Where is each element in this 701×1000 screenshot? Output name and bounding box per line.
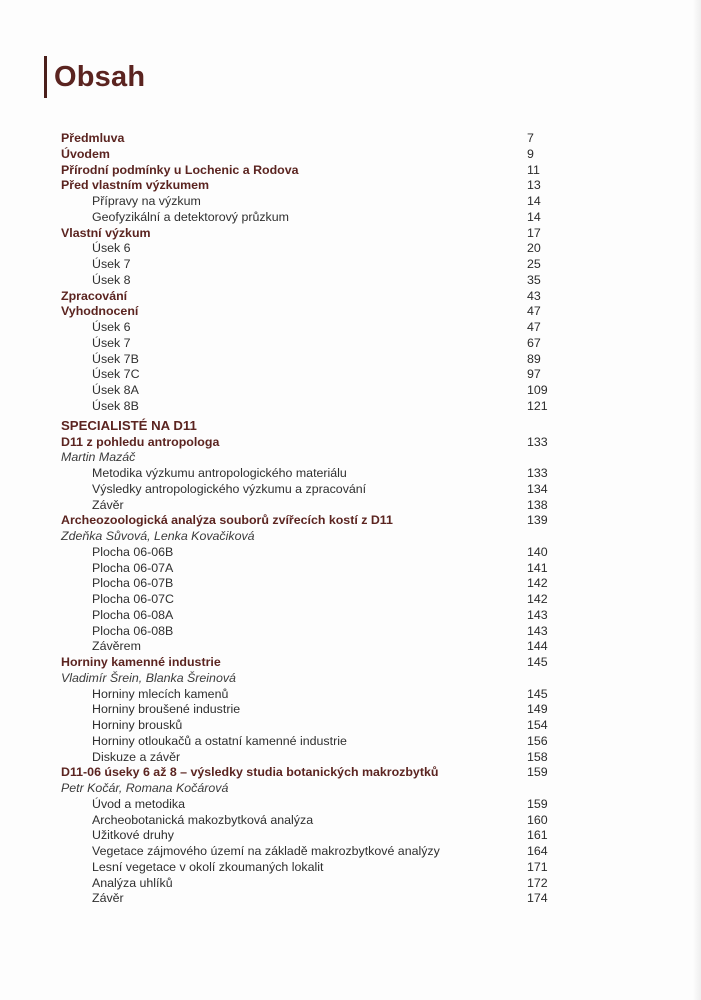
toc-subentry[interactable] bbox=[61, 241, 551, 257]
heading-accent-bar bbox=[44, 56, 47, 98]
toc-entry-page: 164 bbox=[527, 844, 548, 858]
toc-entry-title: Předmluva bbox=[61, 131, 125, 145]
toc-entry-title: Závěrem bbox=[92, 639, 141, 654]
toc-entry-page: 13 bbox=[527, 178, 541, 193]
toc-entry-page: 17 bbox=[527, 225, 541, 240]
toc-entry-title: Úsek 7B bbox=[92, 351, 139, 366]
toc-subentry[interactable] bbox=[61, 860, 551, 876]
toc-entry[interactable] bbox=[61, 178, 551, 194]
toc-entry[interactable] bbox=[61, 163, 551, 179]
toc-entry[interactable] bbox=[61, 289, 551, 305]
toc-subentry[interactable] bbox=[61, 194, 551, 210]
toc-entry-page: 133 bbox=[527, 466, 548, 480]
toc-subentry[interactable] bbox=[61, 639, 551, 655]
toc-subentry[interactable] bbox=[61, 210, 551, 226]
toc-subentry[interactable] bbox=[61, 576, 551, 592]
toc-entry-title: Závěr bbox=[92, 497, 124, 512]
toc-entry-title: D11-06 úseky 6 až 8 – výsledky studia botanických makrozbytků bbox=[61, 765, 439, 780]
toc-entry-page: 134 bbox=[527, 481, 548, 496]
toc-author-names: Martin Mazáč bbox=[61, 450, 136, 465]
toc-subentry[interactable] bbox=[61, 844, 551, 860]
toc-subentry[interactable] bbox=[61, 320, 551, 336]
toc-entry-page: 161 bbox=[527, 828, 548, 843]
toc-entry[interactable] bbox=[61, 226, 551, 242]
toc-entry-page: 144 bbox=[527, 639, 548, 654]
toc-entry-page: 174 bbox=[527, 891, 548, 906]
toc-author bbox=[61, 781, 551, 797]
toc-entry-title: Vlastní výzkum bbox=[61, 225, 151, 240]
toc-entry[interactable] bbox=[61, 131, 551, 147]
toc-subentry[interactable] bbox=[61, 466, 551, 482]
toc-entry-page: 9 bbox=[527, 146, 534, 161]
toc-entry-title: Metodika výzkumu antropologického materiálu bbox=[92, 466, 347, 480]
toc-entry-page: 14 bbox=[527, 209, 541, 224]
toc-entry-title: Vegetace zájmového území na základě makrozbytkové analýzy bbox=[92, 844, 440, 858]
toc-entry-page: 145 bbox=[527, 686, 548, 701]
toc-subentry[interactable] bbox=[61, 876, 551, 892]
toc-entry-title: Plocha 06-08B bbox=[92, 623, 174, 638]
toc-subentry[interactable] bbox=[61, 336, 551, 352]
toc-subentry[interactable] bbox=[61, 687, 551, 703]
toc-entry-page: 97 bbox=[527, 367, 541, 382]
toc-entry-title: Výsledky antropologického výzkumu a zpracování bbox=[92, 481, 367, 496]
toc-entry-page: 158 bbox=[527, 749, 548, 764]
toc-entry-page: 20 bbox=[527, 241, 541, 256]
toc-entry-title: Úsek 7C bbox=[92, 367, 140, 382]
toc-entry-page: 171 bbox=[527, 859, 548, 874]
toc-entry[interactable] bbox=[61, 147, 551, 163]
toc-entry-title: Analýza uhlíků bbox=[92, 875, 173, 890]
toc-entry-title: Plocha 06-07B bbox=[92, 576, 174, 591]
toc-author bbox=[61, 529, 551, 545]
toc-subentry[interactable] bbox=[61, 257, 551, 273]
toc-entry-title: Závěr bbox=[92, 891, 124, 906]
toc-entry-title: Úsek 6 bbox=[92, 241, 131, 256]
toc-entry-title: Archeozoologická analýza souborů zvířecích kostí z D11 bbox=[61, 513, 393, 528]
table-of-contents bbox=[61, 131, 551, 907]
toc-subentry[interactable] bbox=[61, 367, 551, 383]
toc-entry-title: Horniny mlecích kamenů bbox=[92, 686, 229, 701]
page-edge-shadow bbox=[693, 0, 701, 1000]
toc-entry-page: 142 bbox=[527, 576, 548, 591]
toc-entry-page: 43 bbox=[527, 288, 541, 303]
toc-entry-page: 11 bbox=[527, 162, 540, 177]
toc-entry-page: 7 bbox=[527, 131, 534, 145]
toc-entry-title: Archeobotanická makozbytková analýza bbox=[92, 812, 314, 827]
toc-entry-title: Před vlastním výzkumem bbox=[61, 178, 210, 193]
toc-subentry[interactable] bbox=[61, 352, 551, 368]
toc-entry-page: 141 bbox=[527, 560, 548, 575]
toc-entry-page: 145 bbox=[527, 655, 548, 669]
toc-heading bbox=[44, 56, 145, 98]
toc-subentry[interactable] bbox=[61, 718, 551, 734]
toc-subentry[interactable] bbox=[61, 891, 551, 907]
toc-entry-title: Úsek 7 bbox=[92, 335, 131, 350]
toc-entry-title: Plocha 06-07A bbox=[92, 560, 174, 575]
toc-author bbox=[61, 450, 551, 466]
toc-entry-title: Plocha 06-07C bbox=[92, 592, 174, 606]
toc-entry-title: Úsek 6 bbox=[92, 320, 131, 334]
toc-author bbox=[61, 671, 551, 687]
toc-subentry[interactable] bbox=[61, 828, 551, 844]
toc-entry-page: 121 bbox=[527, 398, 548, 413]
toc-entry-page: 149 bbox=[527, 702, 548, 717]
toc-entry[interactable] bbox=[61, 655, 551, 671]
toc-entry-page: 154 bbox=[527, 718, 548, 732]
toc-entry[interactable] bbox=[61, 765, 551, 781]
toc-subentry[interactable] bbox=[61, 498, 551, 514]
toc-entry-title: Horniny kamenné industrie bbox=[61, 655, 221, 669]
toc-entry-title: Úsek 8 bbox=[92, 272, 131, 287]
toc-entry-title: Úsek 7 bbox=[92, 257, 131, 271]
toc-entry-title: Horniny otloukačů a ostatní kamenné industrie bbox=[92, 733, 347, 748]
toc-entry-title: Zpracování bbox=[61, 288, 128, 303]
toc-entry-title: Přípravy na výzkum bbox=[92, 194, 201, 208]
toc-entry-page: 67 bbox=[527, 335, 541, 350]
toc-entry-title: Horniny brousků bbox=[92, 718, 183, 732]
toc-entry-title: Přírodní podmínky u Lochenic a Rodova bbox=[61, 162, 299, 177]
toc-subentry[interactable] bbox=[61, 482, 551, 498]
toc-entry-title: Úvod a metodika bbox=[92, 796, 185, 811]
toc-entry-page: 159 bbox=[527, 796, 548, 811]
toc-entry-page: 25 bbox=[527, 257, 541, 271]
toc-author-names: Vladimír Šrein, Blanka Šreinová bbox=[61, 670, 236, 685]
toc-entry-page: 133 bbox=[527, 434, 548, 449]
toc-entry-title: Diskuze a závěr bbox=[92, 749, 181, 764]
toc-author-names: Petr Kočár, Romana Kočárová bbox=[61, 781, 229, 795]
page-title: Obsah bbox=[54, 60, 146, 93]
toc-entry-page: 159 bbox=[527, 765, 548, 780]
toc-subentry[interactable] bbox=[61, 592, 551, 608]
toc-subentry[interactable] bbox=[61, 702, 551, 718]
toc-entry-page: 143 bbox=[527, 607, 548, 622]
toc-section-title: SPECIALISTÉ NA D11 bbox=[61, 417, 197, 433]
toc-entry-page: 140 bbox=[527, 544, 548, 559]
toc-entry-title: Lesní vegetace v okolí zkoumaných lokalit bbox=[92, 859, 324, 874]
toc-entry-page: 89 bbox=[527, 351, 541, 366]
toc-entry-page: 138 bbox=[527, 497, 548, 512]
toc-subentry[interactable] bbox=[61, 561, 551, 577]
toc-subentry[interactable] bbox=[61, 545, 551, 561]
toc-entry-page: 156 bbox=[527, 733, 548, 748]
toc-entry-page: 160 bbox=[527, 812, 548, 827]
toc-entry-page: 14 bbox=[527, 194, 541, 208]
toc-entry-title: D11 z pohledu antropologa bbox=[61, 434, 220, 449]
toc-entry-title: Úvodem bbox=[61, 146, 110, 161]
toc-entry-page: 47 bbox=[527, 304, 541, 319]
toc-entry-page: 139 bbox=[527, 513, 548, 528]
toc-subentry[interactable] bbox=[61, 624, 551, 640]
toc-section-heading bbox=[61, 417, 551, 435]
toc-subentry[interactable] bbox=[61, 383, 551, 399]
toc-subentry[interactable] bbox=[61, 399, 551, 415]
toc-subentry[interactable] bbox=[61, 750, 551, 766]
toc-entry-title: Geofyzikální a detektorový průzkum bbox=[92, 209, 289, 224]
toc-subentry[interactable] bbox=[61, 734, 551, 750]
toc-entry[interactable] bbox=[61, 304, 551, 320]
toc-subentry[interactable] bbox=[61, 813, 551, 829]
toc-author-names: Zdeňka Sůvová, Lenka Kovačiková bbox=[61, 529, 255, 543]
toc-subentry[interactable] bbox=[61, 797, 551, 813]
toc-entry[interactable] bbox=[61, 435, 551, 451]
toc-entry-page: 143 bbox=[527, 623, 548, 638]
toc-entry-title: Plocha 06-08A bbox=[92, 607, 174, 622]
toc-entry-page: 35 bbox=[527, 272, 541, 287]
toc-subentry[interactable] bbox=[61, 273, 551, 289]
toc-entry-title: Úsek 8B bbox=[92, 398, 139, 413]
toc-entry-title: Vyhodnocení bbox=[61, 304, 139, 319]
toc-entry-page: 172 bbox=[527, 875, 548, 890]
toc-entry-title: Užitkové druhy bbox=[92, 828, 174, 843]
toc-entry-title: Plocha 06-06B bbox=[92, 544, 174, 559]
toc-entry[interactable] bbox=[61, 513, 551, 529]
toc-entry-title: Horniny broušené industrie bbox=[92, 702, 241, 717]
toc-entry-page: 47 bbox=[527, 320, 541, 334]
toc-entry-page: 142 bbox=[527, 592, 548, 606]
toc-entry-page: 109 bbox=[527, 383, 548, 397]
toc-entry-title: Úsek 8A bbox=[92, 383, 139, 397]
toc-subentry[interactable] bbox=[61, 608, 551, 624]
